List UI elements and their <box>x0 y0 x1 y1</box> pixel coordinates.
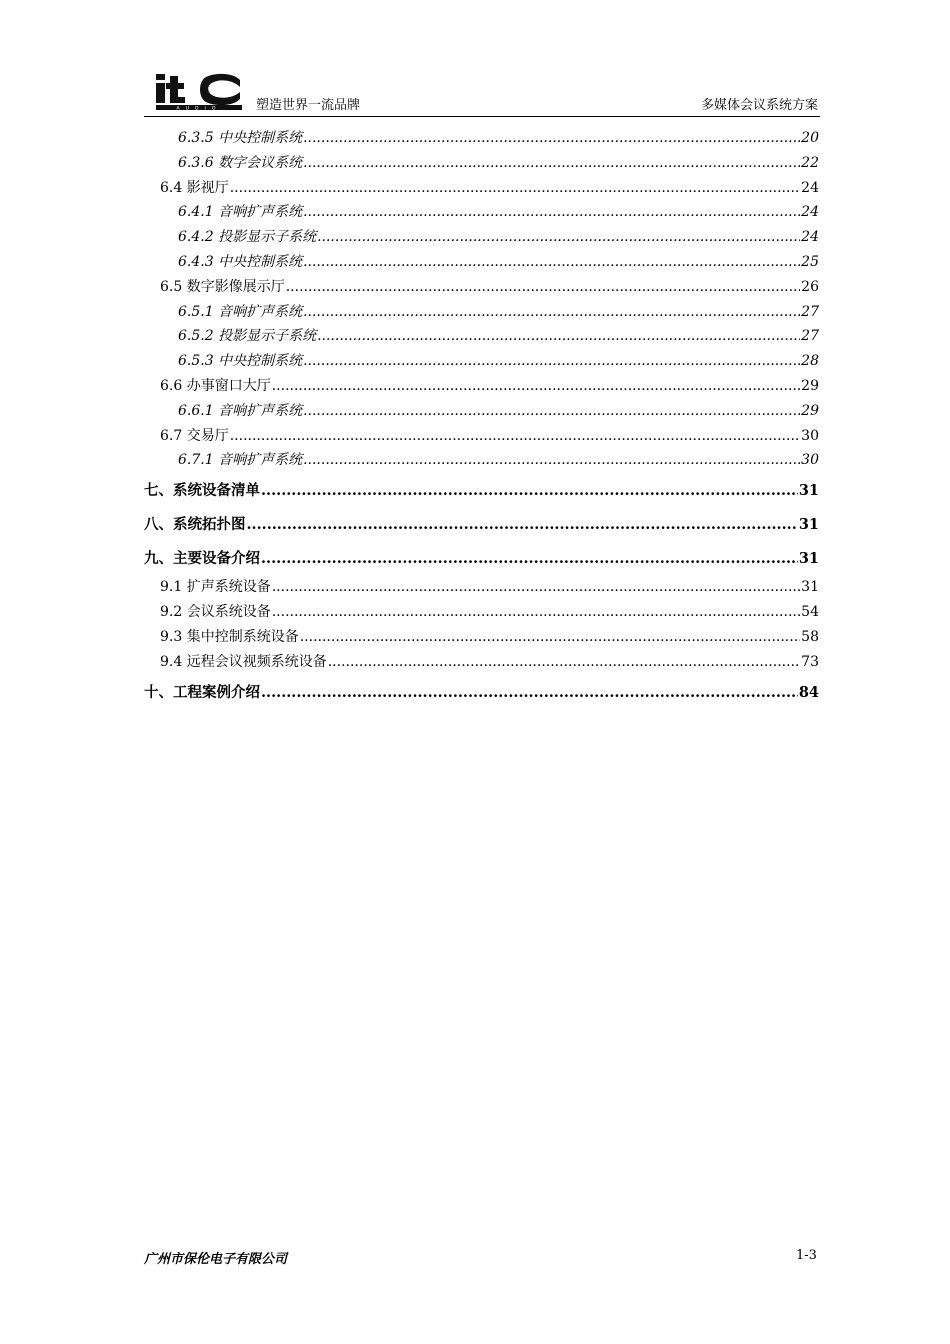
toc-dot-leader <box>317 324 800 349</box>
toc-entry-label: 6.7 交易厅 <box>160 427 229 444</box>
toc-dot-leader <box>272 575 800 600</box>
table-of-contents <box>144 126 819 709</box>
header-document-title: 多媒体会议系统方案 <box>700 98 818 113</box>
toc-entry-page-number: 30 <box>801 427 819 444</box>
footer-page-number: 1-3 <box>796 1248 817 1263</box>
toc-entry[interactable] <box>144 225 819 250</box>
toc-entry-page-number: 26 <box>801 278 819 295</box>
itc-audio-logo <box>154 72 244 112</box>
toc-entry-page-number: 58 <box>801 629 819 646</box>
toc-entry-label: 九、主要设备介绍 <box>144 550 260 568</box>
toc-entry-page-number: 31 <box>801 579 819 596</box>
toc-entry-label: 6.3.6 数字会议系统 <box>178 154 303 171</box>
toc-entry-page-number: 73 <box>801 654 819 671</box>
toc-dot-leader <box>261 473 798 509</box>
toc-dot-leader <box>247 507 798 543</box>
toc-entry-label: 6.6.1 音响扩声系统 <box>178 402 303 419</box>
toc-entry-label: 6.5.2 投影显示子系统 <box>178 328 317 345</box>
toc-entry-label: 6.5.1 音响扩声系统 <box>178 303 303 320</box>
toc-entry[interactable] <box>144 176 819 201</box>
toc-entry-label: 9.1 扩声系统设备 <box>160 579 271 596</box>
toc-entry-page-number: 30 <box>801 452 819 469</box>
toc-entry-page-number: 20 <box>801 130 819 146</box>
toc-entry-label: 6.3.5 中央控制系统 <box>178 130 303 146</box>
toc-dot-leader <box>300 625 800 650</box>
toc-entry[interactable] <box>144 650 819 675</box>
toc-dot-leader <box>317 225 800 250</box>
toc-dot-leader <box>303 250 800 275</box>
toc-entry[interactable] <box>144 151 819 176</box>
toc-entry[interactable] <box>144 675 819 709</box>
toc-entry-page-number: 24 <box>801 229 819 246</box>
toc-dot-leader <box>261 675 798 711</box>
header-slogan: 塑造世界一流品牌 <box>256 98 361 113</box>
toc-entry-page-number: 22 <box>801 154 819 171</box>
page-header <box>144 68 820 117</box>
toc-entry-page-number: 25 <box>801 253 819 270</box>
toc-entry-label: 9.2 会议系统设备 <box>160 604 271 621</box>
toc-entry[interactable] <box>144 349 819 374</box>
toc-entry-label: 6.5.3 中央控制系统 <box>178 353 303 370</box>
toc-entry[interactable] <box>144 507 819 541</box>
toc-entry-page-number: 31 <box>798 482 819 500</box>
svg-text:AUDIO: AUDIO <box>176 106 222 112</box>
toc-dot-leader <box>272 374 800 399</box>
toc-entry-label: 6.4.1 音响扩声系统 <box>178 204 303 221</box>
toc-entry-page-number: 31 <box>798 550 819 568</box>
toc-dot-leader <box>303 126 800 151</box>
toc-entry[interactable] <box>144 324 819 349</box>
toc-dot-leader <box>261 541 798 577</box>
toc-entry-label: 七、系统设备清单 <box>144 482 260 500</box>
footer-company: 广州市保伦电子有限公司 <box>144 1252 288 1267</box>
toc-dot-leader <box>230 176 800 201</box>
toc-entry-page-number: 84 <box>798 684 819 702</box>
toc-entry-page-number: 24 <box>801 179 819 196</box>
toc-entry[interactable] <box>144 399 819 424</box>
toc-dot-leader <box>303 399 800 424</box>
toc-entry[interactable] <box>144 126 819 151</box>
toc-entry-label: 9.3 集中控制系统设备 <box>160 629 299 646</box>
toc-entry[interactable] <box>144 541 819 575</box>
toc-entry[interactable] <box>144 575 819 600</box>
toc-entry-label: 十、工程案例介绍 <box>144 684 260 702</box>
toc-entry-label: 6.4.2 投影显示子系统 <box>178 229 317 246</box>
toc-entry[interactable] <box>144 473 819 507</box>
toc-entry[interactable] <box>144 250 819 275</box>
toc-dot-leader <box>272 600 800 625</box>
toc-entry-page-number: 29 <box>801 377 819 394</box>
toc-entry[interactable] <box>144 374 819 399</box>
toc-entry-label: 6.4 影视厅 <box>160 179 229 196</box>
toc-entry-label: 6.5 数字影像展示厅 <box>160 278 285 295</box>
toc-entry-label: 6.4.3 中央控制系统 <box>178 253 303 270</box>
toc-entry-page-number: 31 <box>798 516 819 534</box>
toc-entry[interactable] <box>144 200 819 225</box>
toc-dot-leader <box>328 650 800 675</box>
toc-entry[interactable] <box>144 600 819 625</box>
toc-dot-leader <box>303 349 800 374</box>
toc-entry-page-number: 27 <box>801 303 819 320</box>
toc-entry[interactable] <box>144 300 819 325</box>
toc-entry-label: 八、系统拓扑图 <box>144 516 246 534</box>
toc-dot-leader <box>286 275 800 300</box>
toc-entry-label: 6.6 办事窗口大厅 <box>160 377 271 394</box>
toc-entry-page-number: 54 <box>801 604 819 621</box>
toc-dot-leader <box>230 424 800 449</box>
toc-dot-leader <box>303 151 800 176</box>
toc-entry-label: 9.4 远程会议视频系统设备 <box>160 654 327 671</box>
toc-entry-page-number: 29 <box>801 402 819 419</box>
toc-entry[interactable] <box>144 424 819 449</box>
toc-entry[interactable] <box>144 275 819 300</box>
toc-dot-leader <box>303 200 800 225</box>
toc-entry-page-number: 24 <box>801 204 819 221</box>
toc-entry-page-number: 27 <box>801 328 819 345</box>
toc-entry[interactable] <box>144 625 819 650</box>
toc-dot-leader <box>303 448 800 473</box>
toc-entry[interactable] <box>144 448 819 473</box>
toc-entry-page-number: 28 <box>801 353 819 370</box>
toc-entry-label: 6.7.1 音响扩声系统 <box>178 452 303 469</box>
toc-dot-leader <box>303 300 800 325</box>
